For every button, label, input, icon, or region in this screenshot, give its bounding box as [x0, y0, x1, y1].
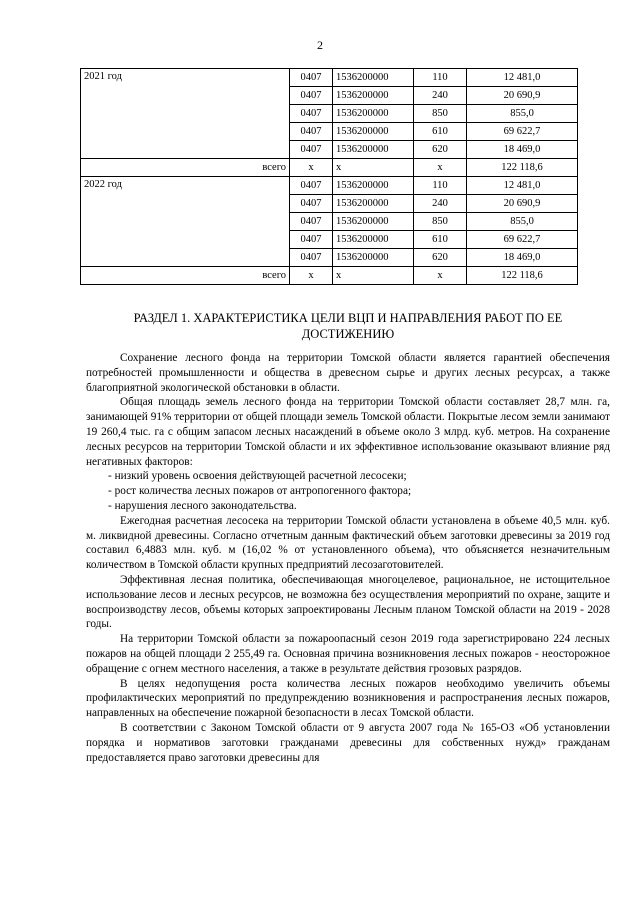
vr-cell: 850: [414, 105, 467, 123]
year-cell: 2021 год: [81, 69, 290, 159]
paragraph: Эффективная лесная политика, обеспечивающая многоцелевое, рациональное, не истощительное использование лесов и лесных ресурсов, не возможна без осуществления мероприятий по охране, защите и воспроизводству лесов, объемы которых запроектированы Лесным планом Томской области на 2019 - 2028 годы.: [86, 573, 610, 631]
year-cell: 2022 год: [81, 177, 290, 267]
vr-cell: 620: [414, 141, 467, 159]
total-label-cell: всего: [81, 267, 290, 285]
csr-cell: 1536200000: [333, 87, 414, 105]
csr-cell: 1536200000: [333, 231, 414, 249]
ved-cell: 0407: [290, 231, 333, 249]
vr-cell: х: [414, 159, 467, 177]
section-title: РАЗДЕЛ 1. ХАРАКТЕРИСТИКА ЦЕЛИ ВЦП И НАПРАВЛЕНИЯ РАБОТ ПО ЕЕ ДОСТИЖЕНИЮ: [133, 311, 563, 341]
sum-cell: 69 622,7: [467, 123, 578, 141]
sum-cell: 20 690,9: [467, 87, 578, 105]
paragraph: Ежегодная расчетная лесосека на территории Томской области установлена в объеме 40,5 млн. куб. м. ликвидной древесины. Согласно отчетным данным фактический объем заготовки древесины за 2019 год составил 6,4883 млн. куб. м (16,02 % от установленного объема), что объясняется незначительным количеством в Томской области крупных предприятий лесозаготовителей.: [86, 514, 610, 572]
paragraph: На территории Томской области за пожароопасный сезон 2019 года зарегистрировано 224 лесных пожаров на общей площади 2 255,49 га. Основная причина возникновения лесных пожаров - неосторожное обращение с огнем местного населения, а также в результате действия грозовых разрядов.: [86, 633, 610, 675]
csr-cell: 1536200000: [333, 69, 414, 87]
ved-cell: 0407: [290, 249, 333, 267]
sum-cell: 12 481,0: [467, 69, 578, 87]
ved-cell: 0407: [290, 123, 333, 141]
total-label-cell: всего: [81, 159, 290, 177]
ved-cell: 0407: [290, 87, 333, 105]
budget-table-body: [81, 69, 578, 285]
ved-cell: 0407: [290, 69, 333, 87]
table-row: [81, 69, 578, 87]
sum-cell: 18 469,0: [467, 141, 578, 159]
total-sum-cell: 122 118,6: [467, 159, 578, 177]
vr-cell: х: [414, 267, 467, 285]
vr-cell: 110: [414, 69, 467, 87]
vr-cell: 110: [414, 177, 467, 195]
sum-cell: 69 622,7: [467, 231, 578, 249]
page-number: 2: [317, 38, 323, 52]
ved-cell: 0407: [290, 105, 333, 123]
ved-cell: 0407: [290, 141, 333, 159]
body-text: [86, 351, 610, 765]
table-row: [81, 177, 578, 195]
csr-cell: 1536200000: [333, 123, 414, 141]
ved-cell: 0407: [290, 213, 333, 231]
list-item: - нарушения лесного законодательства.: [108, 499, 297, 512]
sum-cell: 12 481,0: [467, 177, 578, 195]
csr-cell: 1536200000: [333, 177, 414, 195]
vr-cell: 240: [414, 195, 467, 213]
table-total-row: [81, 267, 578, 285]
csr-cell: 1536200000: [333, 249, 414, 267]
vr-cell: 610: [414, 123, 467, 141]
list-item: - рост количества лесных пожаров от антропогенного фактора;: [108, 485, 412, 498]
paragraph: Сохранение лесного фонда на территории Томской области является гарантией обеспечения потребностей промышленности и общества в древесном сырье и других лесных ресурсах, а также благоприятной экологической обстановки в области.: [86, 352, 610, 394]
sum-cell: 18 469,0: [467, 249, 578, 267]
sum-cell: 855,0: [467, 105, 578, 123]
ved-cell: 0407: [290, 195, 333, 213]
ved-cell: х: [290, 267, 333, 285]
csr-cell: 1536200000: [333, 213, 414, 231]
csr-cell: 1536200000: [333, 105, 414, 123]
vr-cell: 610: [414, 231, 467, 249]
table-total-row: [81, 159, 578, 177]
csr-cell: 1536200000: [333, 195, 414, 213]
csr-cell: х: [333, 159, 414, 177]
sum-cell: 20 690,9: [467, 195, 578, 213]
paragraph: В соответствии с Законом Томской области от 9 августа 2007 года № 165-ОЗ «Об установлении порядка и нормативов заготовки гражданами древесины для собственных нужд» гражданам предоставляется право заготовки древесины для: [86, 721, 610, 764]
ved-cell: 0407: [290, 177, 333, 195]
vr-cell: 240: [414, 87, 467, 105]
sum-cell: 855,0: [467, 213, 578, 231]
budget-table: [80, 68, 578, 285]
csr-cell: 1536200000: [333, 141, 414, 159]
list-item: - низкий уровень освоения действующей расчетной лесосеки;: [108, 470, 407, 483]
vr-cell: 850: [414, 213, 467, 231]
total-sum-cell: 122 118,6: [467, 267, 578, 285]
paragraph: В целях недопущения роста количества лесных пожаров необходимо увеличить объемы профилактических мероприятий по предупреждению возникновения и распространения лесных пожаров, направленных на обеспечение пожарной безопасности в лесах Томской области.: [86, 677, 610, 720]
ved-cell: х: [290, 159, 333, 177]
csr-cell: х: [333, 267, 414, 285]
paragraph: Общая площадь земель лесного фонда на территории Томской области составляет 28,7 млн. га, занимающей 91% территории от общей площади земель Томской области. Покрытые лесом земли занимают 19 260,4 тыс. га с общим запасом лесных насаждений в объеме около 3 млрд. куб. метров. На сохранение лесных ресурсов на территории Томской области и их эффективное использование оказывают влияние ряд негативных факторов:: [86, 396, 610, 468]
vr-cell: 620: [414, 249, 467, 267]
